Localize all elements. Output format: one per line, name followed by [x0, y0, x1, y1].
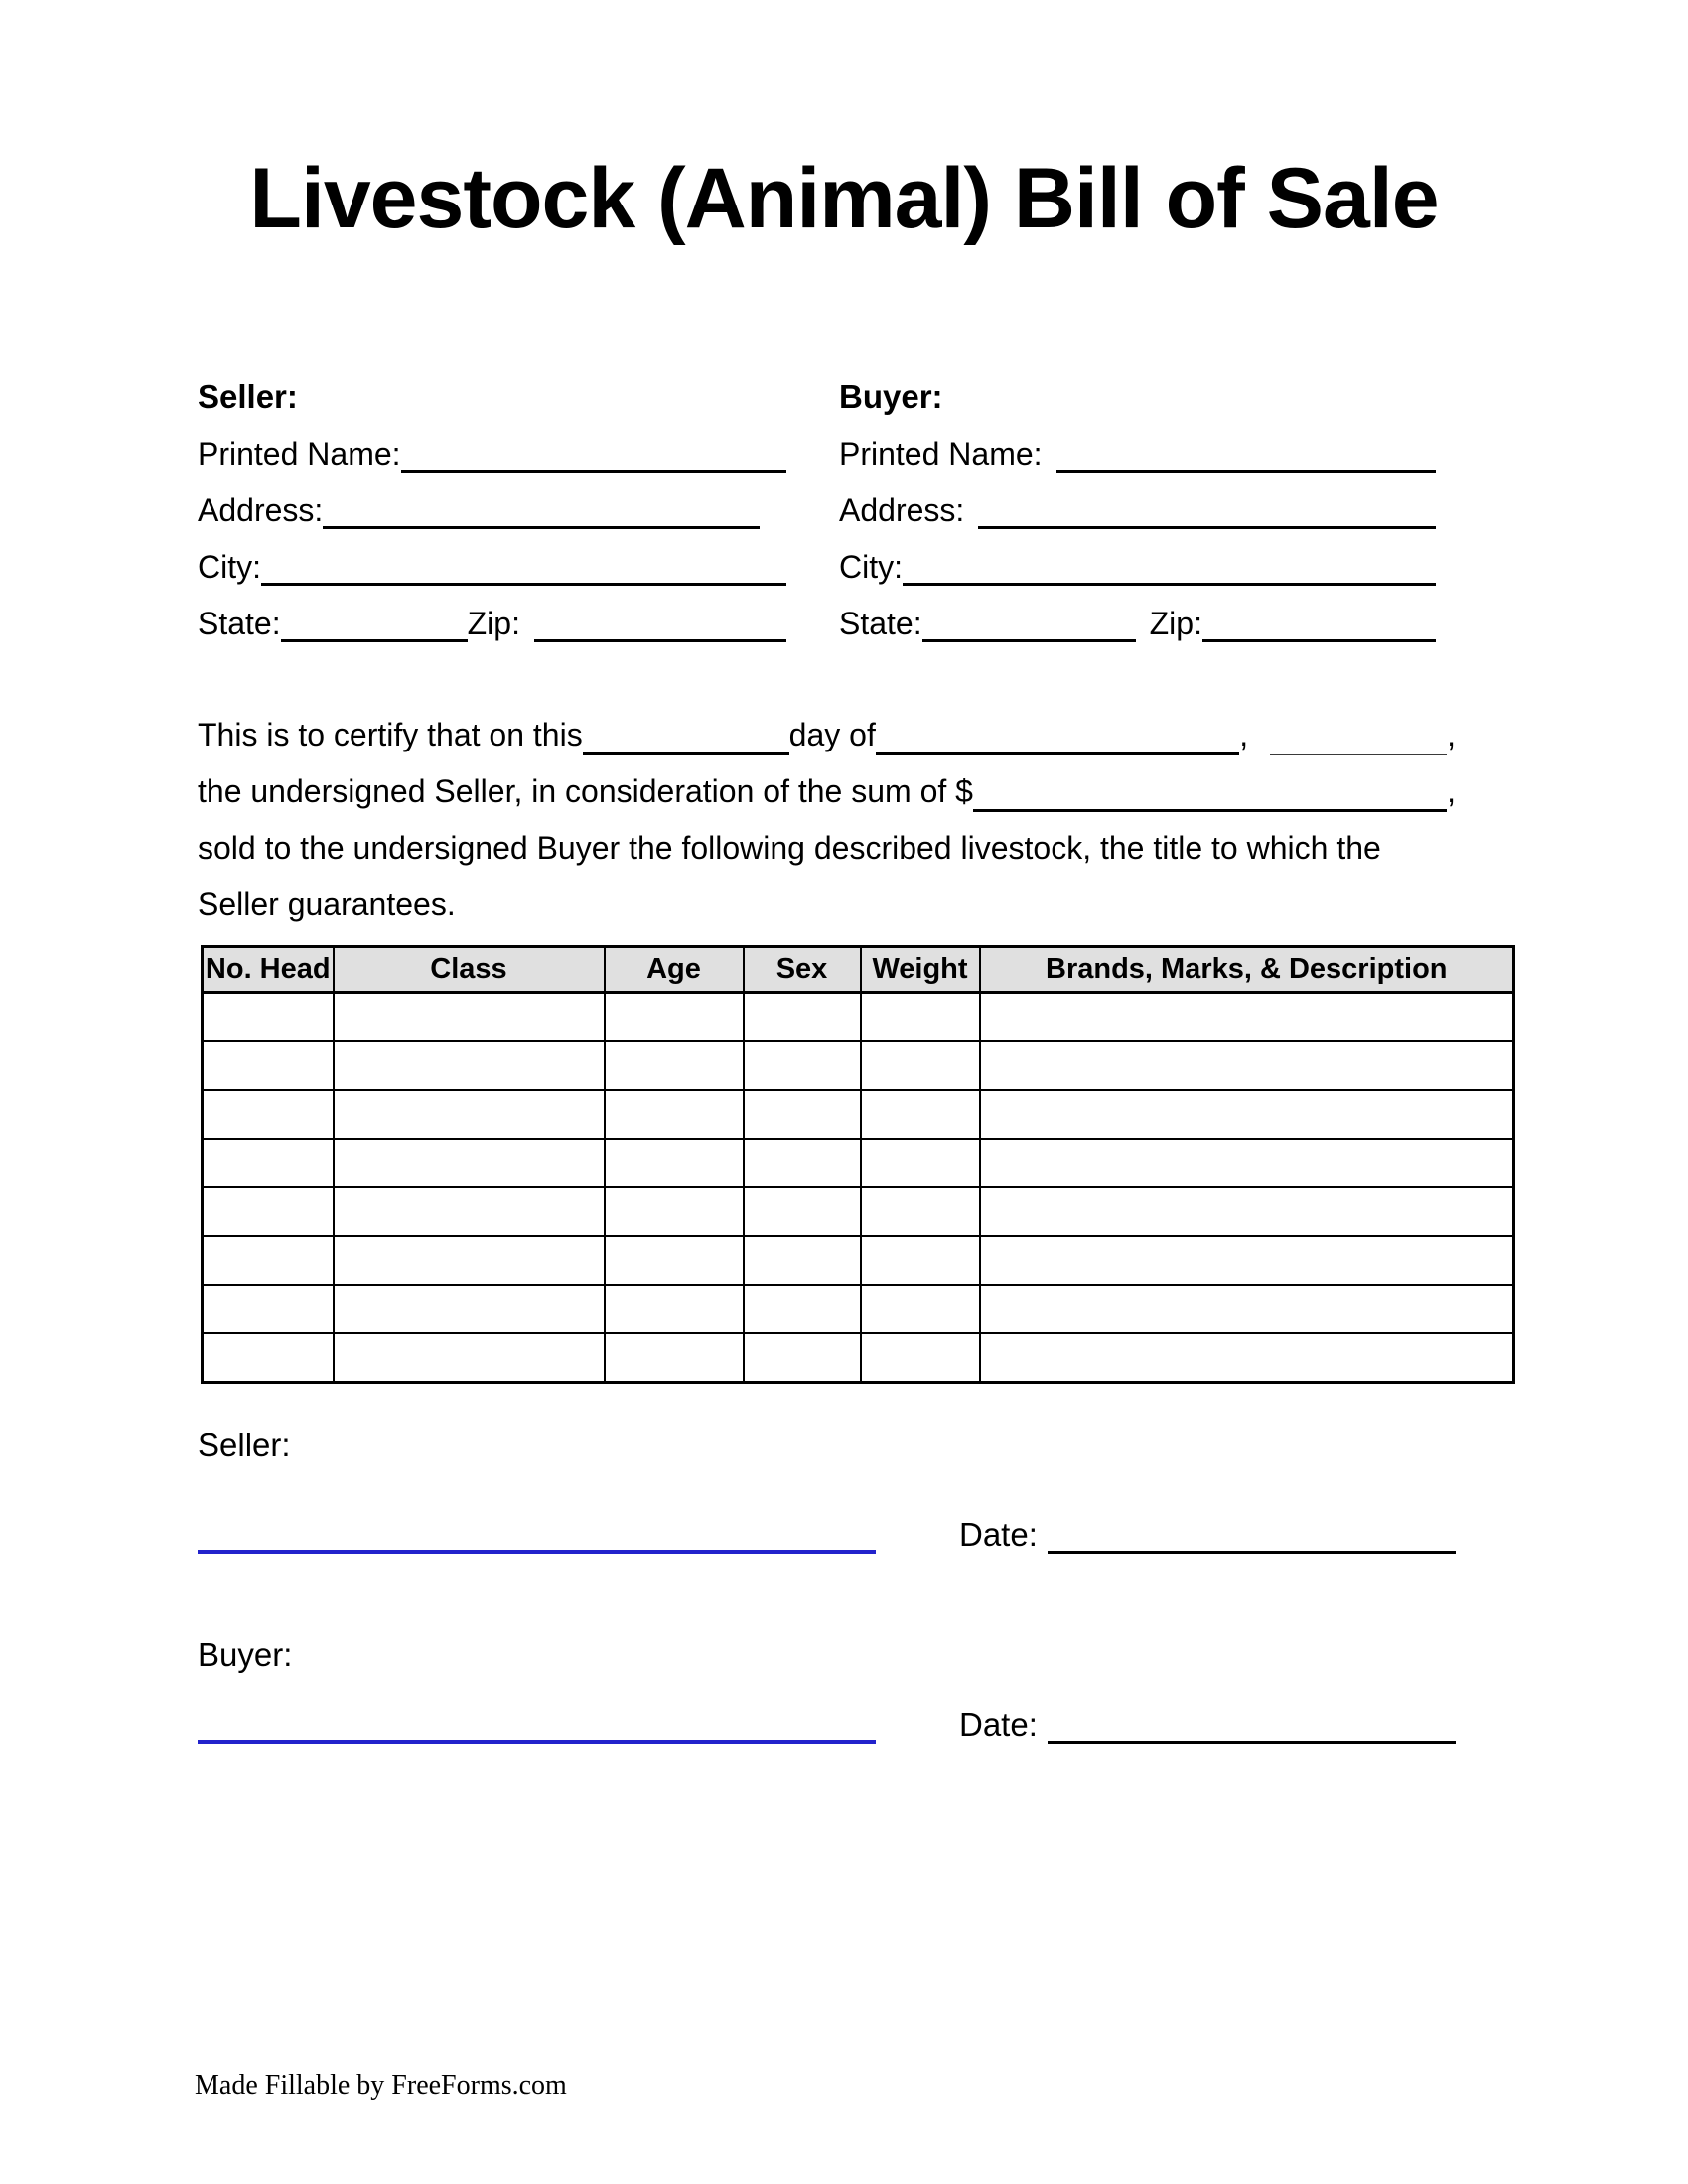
buyer-state-field[interactable]	[922, 639, 1136, 642]
table-cell[interactable]	[334, 1333, 605, 1383]
col-header-brands: Brands, Marks, & Description	[980, 947, 1514, 993]
col-header-age: Age	[605, 947, 744, 993]
table-cell[interactable]	[861, 1285, 980, 1333]
table-cell[interactable]	[861, 993, 980, 1042]
table-cell[interactable]	[861, 1333, 980, 1383]
table-cell[interactable]	[980, 1333, 1514, 1383]
table-cell[interactable]	[744, 1285, 861, 1333]
table-cell[interactable]	[744, 1041, 861, 1090]
table-cell[interactable]	[861, 1090, 980, 1139]
seller-address-field[interactable]	[323, 526, 760, 529]
cert-text-3: sold to the undersigned Buyer the following described livestock, the title to which the	[198, 830, 1381, 866]
table-row	[203, 1090, 1514, 1139]
cert-text-2: the undersigned Seller, in consideration of the sum of $	[198, 773, 973, 809]
buyer-signature-field[interactable]	[198, 1740, 876, 1744]
table-cell[interactable]	[203, 1236, 334, 1285]
table-cell[interactable]	[980, 1041, 1514, 1090]
table-cell[interactable]	[203, 1139, 334, 1187]
col-header-no-head: No. Head	[203, 947, 334, 993]
seller-city-label: City:	[198, 549, 261, 585]
livestock-table	[201, 945, 1515, 1384]
footer-credit: Made Fillable by FreeForms.com	[195, 2070, 567, 2101]
cert-comma-3: ,	[1447, 773, 1456, 809]
seller-heading: Seller:	[198, 378, 298, 415]
table-cell[interactable]	[605, 1041, 744, 1090]
table-cell[interactable]	[980, 1187, 1514, 1236]
table-cell[interactable]	[334, 1285, 605, 1333]
table-cell[interactable]	[861, 1187, 980, 1236]
table-cell[interactable]	[605, 1139, 744, 1187]
table-cell[interactable]	[861, 1236, 980, 1285]
buyer-city-field[interactable]	[903, 583, 1436, 586]
seller-date-label: Date:	[959, 1516, 1038, 1553]
col-header-weight: Weight	[861, 947, 980, 993]
buyer-address-label: Address:	[839, 492, 965, 528]
table-cell[interactable]	[203, 1041, 334, 1090]
table-header-row	[203, 947, 1514, 993]
table-cell[interactable]	[203, 1187, 334, 1236]
table-cell[interactable]	[203, 1333, 334, 1383]
livestock-table-body	[203, 993, 1514, 1383]
seller-info-block	[198, 359, 786, 642]
table-cell[interactable]	[334, 1187, 605, 1236]
seller-address-label: Address:	[198, 492, 324, 528]
buyer-zip-label: Zip:	[1149, 606, 1202, 641]
buyer-printed-name-label: Printed Name:	[839, 436, 1043, 472]
seller-zip-label: Zip:	[467, 606, 520, 641]
year-field[interactable]	[1270, 754, 1447, 755]
cert-comma-2: ,	[1447, 717, 1456, 752]
table-cell[interactable]	[744, 993, 861, 1042]
table-cell[interactable]	[861, 1041, 980, 1090]
seller-zip-field[interactable]	[534, 639, 786, 642]
table-cell[interactable]	[861, 1139, 980, 1187]
table-cell[interactable]	[744, 1187, 861, 1236]
seller-printed-name-field[interactable]	[401, 470, 786, 473]
seller-date-field[interactable]	[1048, 1551, 1456, 1554]
buyer-signature-label: Buyer:	[198, 1636, 293, 1673]
cert-text-1: This is to certify that on this	[198, 717, 583, 752]
table-cell[interactable]	[744, 1236, 861, 1285]
table-row	[203, 1285, 1514, 1333]
table-row	[203, 1236, 1514, 1285]
buyer-state-label: State:	[839, 606, 922, 641]
cert-comma-1: ,	[1239, 717, 1249, 752]
table-cell[interactable]	[605, 1236, 744, 1285]
cert-text-4: Seller guarantees.	[198, 887, 456, 922]
buyer-zip-field[interactable]	[1202, 639, 1436, 642]
col-header-sex: Sex	[744, 947, 861, 993]
sum-amount-field[interactable]	[973, 809, 1447, 812]
cert-text-day-of: day of	[788, 717, 876, 752]
table-cell[interactable]	[744, 1090, 861, 1139]
table-cell[interactable]	[334, 1041, 605, 1090]
seller-state-label: State:	[198, 606, 281, 641]
table-cell[interactable]	[605, 1187, 744, 1236]
seller-signature-field[interactable]	[198, 1550, 876, 1554]
table-cell[interactable]	[334, 1090, 605, 1139]
table-row	[203, 1139, 1514, 1187]
table-cell[interactable]	[605, 1285, 744, 1333]
table-cell[interactable]	[980, 1139, 1514, 1187]
buyer-city-label: City:	[839, 549, 903, 585]
buyer-info-block	[839, 359, 1436, 642]
table-cell[interactable]	[605, 1333, 744, 1383]
seller-signature-label: Seller:	[198, 1427, 291, 1463]
buyer-printed-name-field[interactable]	[1056, 470, 1436, 473]
table-row	[203, 1187, 1514, 1236]
table-cell[interactable]	[980, 993, 1514, 1042]
seller-state-field[interactable]	[281, 639, 468, 642]
seller-printed-name-label: Printed Name:	[198, 436, 401, 472]
table-cell[interactable]	[203, 993, 334, 1042]
table-cell[interactable]	[334, 993, 605, 1042]
page-title: Livestock (Animal) Bill of Sale	[249, 151, 1439, 246]
day-number-field[interactable]	[583, 752, 789, 755]
table-cell[interactable]	[203, 1090, 334, 1139]
table-row	[203, 993, 1514, 1042]
buyer-address-field[interactable]	[978, 526, 1436, 529]
table-cell[interactable]	[980, 1090, 1514, 1139]
buyer-heading: Buyer:	[839, 378, 943, 415]
table-row	[203, 1333, 1514, 1383]
seller-city-field[interactable]	[261, 583, 786, 586]
buyer-date-field[interactable]	[1048, 1741, 1456, 1744]
table-cell[interactable]	[980, 1236, 1514, 1285]
seller-signature-row	[198, 1504, 1456, 1554]
table-cell[interactable]	[334, 1236, 605, 1285]
col-header-class: Class	[334, 947, 605, 993]
buyer-date-label: Date:	[959, 1706, 1038, 1743]
table-cell[interactable]	[605, 993, 744, 1042]
table-cell[interactable]	[334, 1139, 605, 1187]
buyer-signature-row	[198, 1695, 1456, 1744]
table-cell[interactable]	[605, 1090, 744, 1139]
table-cell[interactable]	[980, 1285, 1514, 1333]
month-field[interactable]	[876, 752, 1239, 755]
table-row	[203, 1041, 1514, 1090]
table-cell[interactable]	[744, 1139, 861, 1187]
certification-paragraph	[198, 707, 1456, 933]
table-cell[interactable]	[744, 1333, 861, 1383]
table-cell[interactable]	[203, 1285, 334, 1333]
